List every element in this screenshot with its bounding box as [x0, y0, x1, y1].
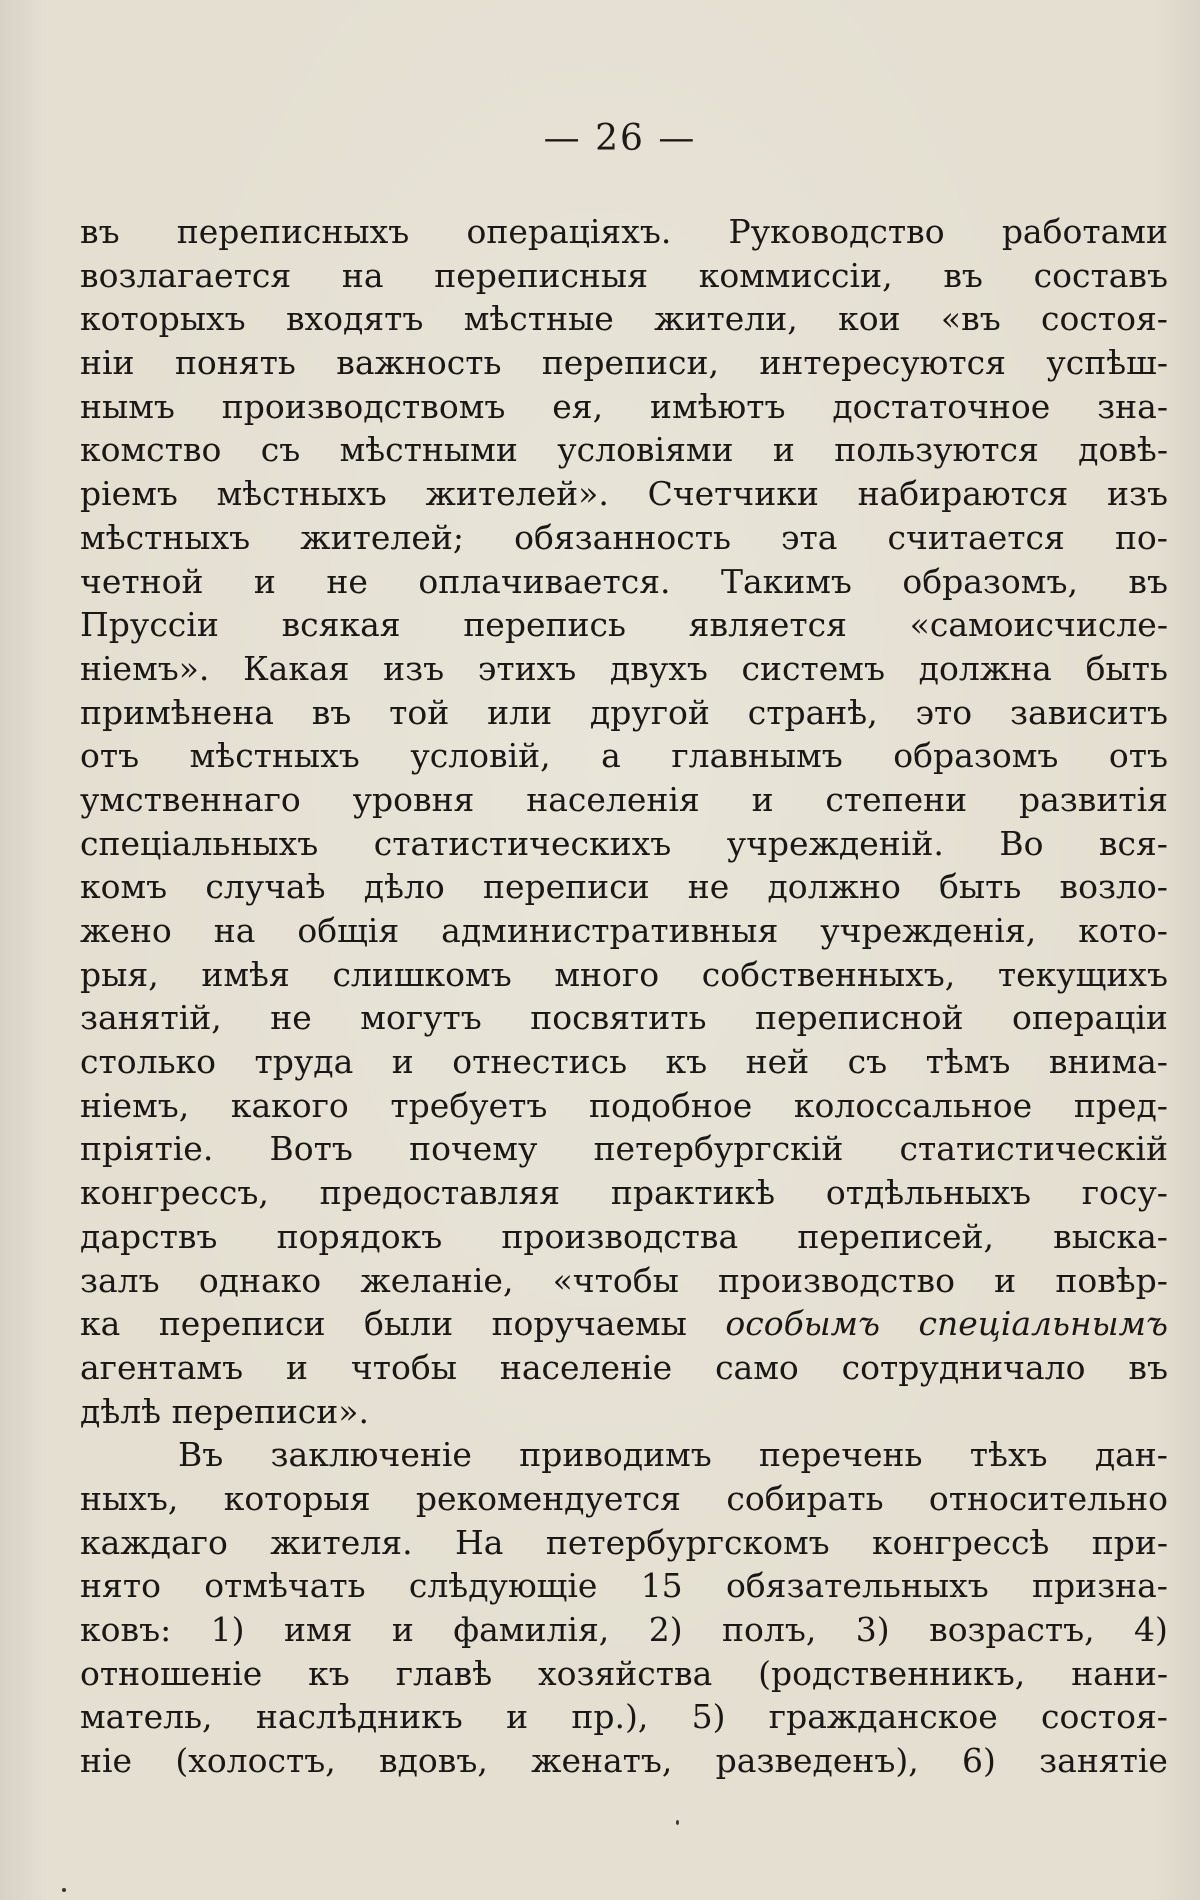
text-line: мѣстныхъ жителей; обязанность эта считается по- — [80, 517, 1168, 557]
text-line: ніи понять важность переписи, интересуются успѣш- — [80, 343, 1168, 383]
text-line: четной и не оплачивается. Такимъ образомъ, въ — [80, 561, 1168, 601]
text-line: умственнаго уровня населенія и степени развитія — [80, 779, 1168, 819]
text-line: дѣлѣ переписи». — [80, 1391, 369, 1431]
text-line: ковъ: 1) имя и фамилія, 2) полъ, 3) возрастъ, 4) — [80, 1610, 1168, 1649]
text-line: нымъ производствомъ ея, имѣютъ достаточное зна- — [80, 386, 1168, 426]
page-number: — 26 — — [543, 118, 697, 159]
text-line: ніе (холостъ, вдовъ, женатъ, разведенъ), 6) занятіе — [80, 1741, 1168, 1781]
body-text — [80, 210, 1168, 1783]
text-line: отношеніе къ главѣ хозяйства (родственникъ, нани- — [80, 1653, 1168, 1693]
text-line: ніемъ, какого требуетъ подобное колоссальное пред- — [80, 1085, 1168, 1125]
text-line: столько труда и отнестись къ ней съ тѣмъ внима- — [80, 1042, 1168, 1082]
text-line: ныхъ, которыя рекомендуется собирать относительно — [80, 1478, 1168, 1518]
text-line: каждаго жителя. На петербургскомъ конгрессѣ при- — [80, 1522, 1168, 1562]
text-line: въ переписныхъ операціяхъ. Руководство работами — [80, 212, 1168, 251]
text-line: Въ заключеніе приводимъ перечень тѣхъ дан- — [178, 1435, 1168, 1475]
text-line: спеціальныхъ статистическихъ учрежденій. Во вся- — [80, 823, 1168, 863]
text-line: возлагается на переписныя коммиссіи, въ составъ — [80, 255, 1168, 295]
text-line: которыхъ входятъ мѣстные жители, кои «въ состоя- — [80, 299, 1168, 339]
text-line: нято отмѣчать слѣдующіе 15 обязательныхъ призна- — [80, 1566, 1168, 1606]
text-line: матель, наслѣдникъ и пр.), 5) гражданское состоя- — [80, 1697, 1168, 1737]
text-line: конгрессъ, предоставляя практикѣ отдѣльныхъ госу- — [80, 1173, 1168, 1213]
text-line: ніемъ». Какая изъ этихъ двухъ системъ должна быть — [80, 648, 1168, 688]
text-line: залъ однако желаніе, «чтобы производство и повѣр- — [80, 1260, 1168, 1300]
text-line: Пруссіи всякая перепись является «самоисчисле- — [80, 605, 1168, 645]
text-line: комъ случаѣ дѣло переписи не должно быть возло- — [80, 867, 1168, 907]
text-line: жено на общія административныя учрежденія, кото- — [80, 911, 1168, 950]
text-line: занятій, не могутъ посвятить переписной операціи — [80, 998, 1168, 1038]
text-line: ка переписи были поручаемы особымъ спеціальнымъ — [80, 1304, 1168, 1344]
text-line: пріятіе. Вотъ почему петербургскій статистическій — [80, 1129, 1168, 1169]
text-line: ріемъ мѣстныхъ жителей». Счетчики набираются изъ — [80, 474, 1168, 514]
text-line: рыя, имѣя слишкомъ много собственныхъ, текущихъ — [80, 954, 1168, 994]
paper-speck — [62, 1888, 66, 1892]
paper-speck — [676, 1820, 679, 1825]
text-line: комство съ мѣстными условіями и пользуются довѣ- — [80, 430, 1168, 470]
text-line: отъ мѣстныхъ условій, а главнымъ образомъ отъ — [80, 736, 1168, 776]
text-line: агентамъ и чтобы населеніе само сотрудничало въ — [80, 1347, 1168, 1387]
text-line: дарствъ порядокъ производства переписей, выска- — [80, 1216, 1168, 1256]
text-line: примѣнена въ той или другой странѣ, это зависитъ — [80, 692, 1168, 732]
